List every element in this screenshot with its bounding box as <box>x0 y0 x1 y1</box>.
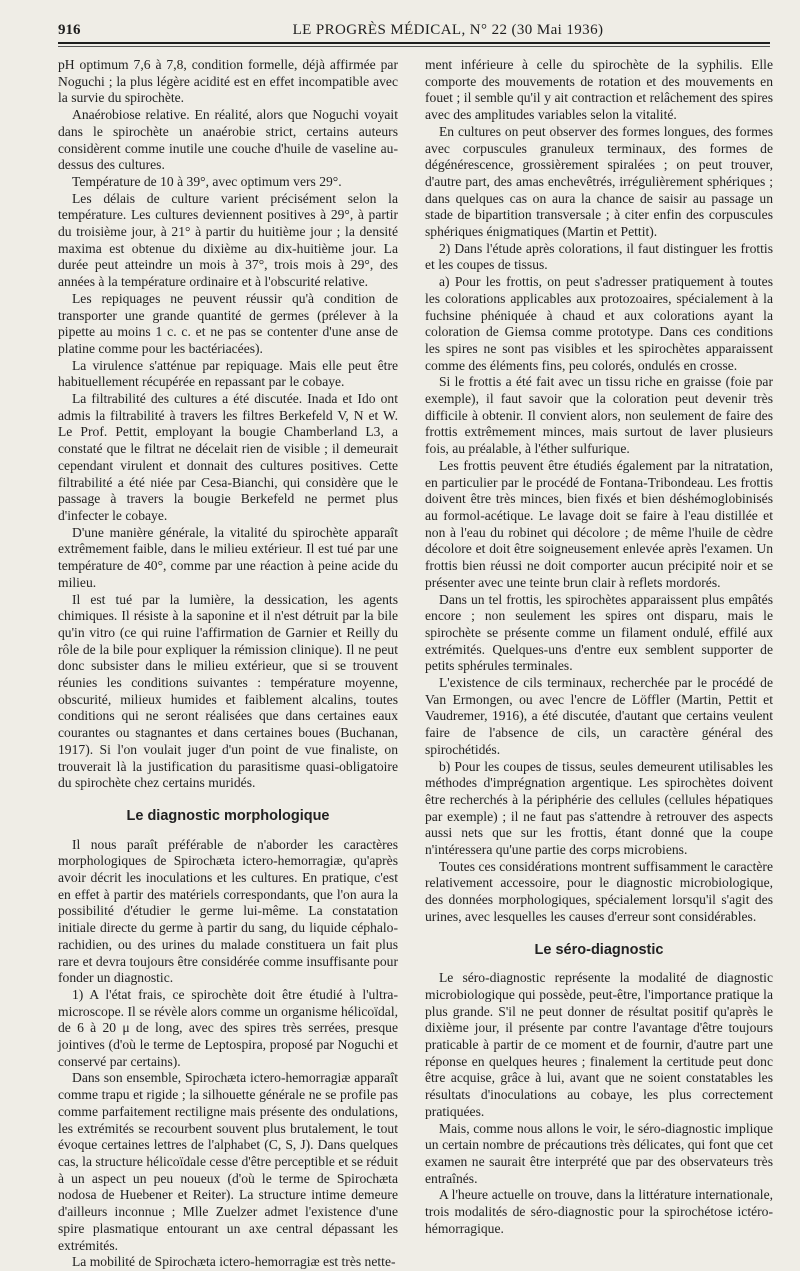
paragraph: Il est tué par la lumière, la dessication, les agents chimiques. Il résiste à la saponine et il n'est détruit par la bile qu'in vitro (ce qui ruine l'affirmation de Garnier et Reilly du rôle de la bile pour expliquer la rémission clinique). Il ne peut donc subsister dans le milieu extérieur, que si se trouvent réunies les conditions suivantes : température moyenne, obscurité, milieux humides et faiblement alcalins, toutes conditions qui ne seront réalisées que dans certaines eaux courantes ou stagnantes et dans certaines boues (Buchanan, 1917). Si l'on voulait juger d'un point de vue finaliste, on trouverait là la justification du parasitisme quasi-obligatoire du spirochète chez certains muridés. <box>58 591 398 791</box>
paragraph: Il nous paraît préférable de n'aborder les caractères morphologiques de Spirochæta ictero-hemorragiæ, qu'après avoir décrit les inoculations et les cultures. En pratique, c'est en effet à partir des matériels correspondants, que l'on aura la possibilité d'étudier le germe lui-même. La constatation initiale directe du germe à partir du sang, du liquide céphalo-rachidien, ou des urines du malade constituera un fait plus rare et devra toujours être considérée comme insuffisante pour fonder un diagnostic. <box>58 836 398 986</box>
paragraph: Anaérobiose relative. En réalité, alors que Noguchi voyait dans le spirochète un anaérobie strict, certains auteurs considèrent comme inutile une couche d'huile de vaseline au-dessus des cultures. <box>58 107 398 173</box>
paragraph: En cultures on peut observer des formes longues, des formes avec corpuscules granuleux terminaux, des formes de dégénérescence, grossièrement spiralées ; on peut trouver, d'autre part, des amas enchevêtrés, irrégulièrement sphériques ; dans quelques cas on aura la chance de saisir au passage un stade de bipartition transversale ; à citer enfin des corpuscules sphériques énigmatiques (Martin et Pettit). <box>425 123 773 240</box>
header-rule <box>58 42 770 44</box>
paragraph: Si le frottis a été fait avec un tissu riche en graisse (foie par exemple), il faut savoir que la coloration peut devenir très difficile à obtenir. Il convient alors, non seulement de faire des frottis extrêmement minces, mais surtout de laver plusieurs fois, au préalable, à l'éther sulfurique. <box>425 374 773 457</box>
paragraph: Température de 10 à 39°, avec optimum vers 29°. <box>72 173 342 189</box>
journal-title: LE PROGRÈS MÉDICAL, N° 22 (30 Mai 1936) <box>292 22 604 38</box>
paragraph: 2) Dans l'étude après colorations, il faut distinguer les frottis et les coupes de tissus. <box>425 240 773 273</box>
paragraph: La virulence s'atténue par repiquage. Mais elle peut être habituellement récupérée en repassant par le cobaye. <box>58 357 398 390</box>
paragraph: Les frottis peuvent être étudiés également par la nitratation, en particulier par le procédé de Fontana-Tribondeau. Les frottis doivent être très minces, bien fixés et bien déshémoglobinisés au formol-acétique. Le lavage doit se faire à l'eau distillée et non à l'eau du robinet qui décolore ; de même l'huile de cèdre décolore et doit être soigneusement enlevée après l'examen. Un frottis bien réussi ne doit comporter aucun précipité noir et se présenter avec une teinte brun clair à reflets mordorés. <box>425 457 773 590</box>
right-column <box>425 57 773 1238</box>
page-header <box>58 22 770 42</box>
paragraph: La mobilité de Spirochæta ictero-hemorragiæ est très nette- <box>72 1254 396 1270</box>
left-column <box>58 57 398 1271</box>
paragraph: D'une manière générale, la vitalité du spirochète apparaît extrêmement faible, dans le milieu extérieur. Il est tué par une température de 40°, comme par une réaction à peine acide du milieu. <box>58 524 398 590</box>
paragraph: pH optimum 7,6 à 7,8, condition formelle, déjà affirmée par Noguchi ; la plus légère acidité est en effet incompatible avec la survie du spirochète. <box>58 57 398 106</box>
paragraph: Toutes ces considérations montrent suffisamment le caractère relativement accessoire, pour le diagnostic microbiologique, des données morphologiques, spécialement lorsqu'il s'agit des urines, avec lesquelles les causes d'erreur sont considérables. <box>425 858 773 924</box>
paragraph: Les repiquages ne peuvent réussir qu'à condition de transporter une grande quantité de germes (prélever à la pipette au moins 1 c. c. et ne pas se contenter d'une anse de platine comme pour les bactériacées). <box>58 290 398 356</box>
paragraph: Dans son ensemble, Spirochæta ictero-hemorragiæ apparaît comme trapu et rigide ; la silhouette générale ne se profile pas comme parfaitement rectiligne mais présente des ondulations, les extrémités se recourbent souvent plus brutalement, le tout évoque certaines lettres de l'alphabet (C, S, J). Dans quelques cas, la structure hélicoïdale cesse d'être perceptible et se réduit à un aspect un peu noueux (d'où le terme de Spirochæta nodosa de Huebener et Reiter). La structure intime demeure d'ailleurs inconnue ; Mlle Zuelzer admet l'existence d'une spire plasmatique entourant un axe central dépassant les extrémités. <box>58 1070 398 1253</box>
page-number: 916 <box>58 22 81 38</box>
paragraph: Mais, comme nous allons le voir, le séro-diagnostic implique un certain nombre de précautions très délicates, qui font que cet examen ne saurait être interprété que par des observateurs très entraînés. <box>425 1120 773 1186</box>
paragraph: Dans un tel frottis, les spirochètes apparaissent plus empâtés encore ; non seulement les spires ont disparu, mais le spirochète se présente comme un filament ondulé, effilé aux extrémités. Quelques-uns d'entre eux semblent supporter de petits sphérules terminales. <box>425 591 773 674</box>
paragraph: La filtrabilité des cultures a été discutée. Inada et Ido ont admis la filtrabilité à travers les filtres Berkefeld V, N et W. Le Prof. Pettit, employant la bougie Chamberland L3, a constaté que le filtrat ne décelait rien de visible ; il demeurait cependant virulent et donnait des cultures positives. Cette filtrabilité a été niée par Cesa-Bianchi, qui considère que le passage à travers la bougie Berkefeld ne permet plus d'infecter le cobaye. <box>58 391 398 523</box>
section-heading: Le séro-diagnostic <box>534 941 664 958</box>
paragraph: Les délais de culture varient précisément selon la température. Les cultures deviennent positives à 29°, à partir du troisième jour, à 21° à partir du huitième jour ; la densité maxima est obtenue du dixième au dix-huitième jour. La durée peut atteindre un mois à 37°, trois mois à 29°, des années à la température ordinaire et à l'obscurité relative. <box>58 190 398 290</box>
header-rule-thin <box>58 46 770 47</box>
paragraph: a) Pour les frottis, on peut s'adresser pratiquement à toutes les colorations applicables aux protozoaires, spécialement à la fuchsine phéniquée à chaud et aux colorations ayant la coloration de Giemsa comme prototype. Dans ces conditions les spires ne sont pas visibles et les spirochètes apparaissent comme des éléments fins, peu colorés, ondulés en crosse. <box>425 274 773 373</box>
paragraph: L'existence de cils terminaux, recherchée par le procédé de Van Ermongen, ou avec l'encre de Löffler (Martin, Pettit et Vaudremer, 1916), a été discutée, d'autant que certains veulent faire de l'absence de cils, un caractère général des spirochétidés. <box>425 675 773 757</box>
paragraph: Le séro-diagnostic représente la modalité de diagnostic microbiologique qui possède, peut-être, l'importance pratique la plus grande. S'il ne peut donner de résultat positif qu'après le dixième jour, il présente par contre l'avantage d'être toujours praticable à partir de ce moment et de fournir, d'autre part une réponse en quelques heures ; finalement la certitude peut donc être acquise, grâce à lui, avant que ne soient constatables les résultats d'inoculations au cobaye, les plus correctement pratiquées. <box>425 970 773 1119</box>
paragraph: A l'heure actuelle on trouve, dans la littérature internationale, trois modalités de séro-diagnostic pour la spirochétose ictéro-hémorragique. <box>425 1187 773 1236</box>
paragraph: b) Pour les coupes de tissus, seules demeurent utilisables les méthodes d'imprégnation argentique. Les spirochètes doivent être recherchés à la périphérie des cellules (cellules hépatiques par exemple) ; il ne faut pas s'attendre à retrouver des aspects aussi nets que sur les frottis, étant donné que la coupe n'intéressera qu'une partie des corps microbiens. <box>425 758 773 858</box>
section-heading: Le diagnostic morphologique <box>126 807 330 824</box>
paragraph: 1) A l'état frais, ce spirochète doit être étudié à l'ultra-microscope. Il se révèle alors comme un organisme hélicoïdal, de 6 à 20 μ de long, avec des spires très serrées, presque jointives (d'où le terme de Leptospira, proposé par Noguchi et conservé par certains). <box>58 986 398 1069</box>
paragraph: ment inférieure à celle du spirochète de la syphilis. Elle comporte des mouvements de rotation et des mouvements en fouet ; il semble qu'il y ait contraction et relâchement des spires avec des amplitudes variables selon la vitalité. <box>425 57 773 123</box>
